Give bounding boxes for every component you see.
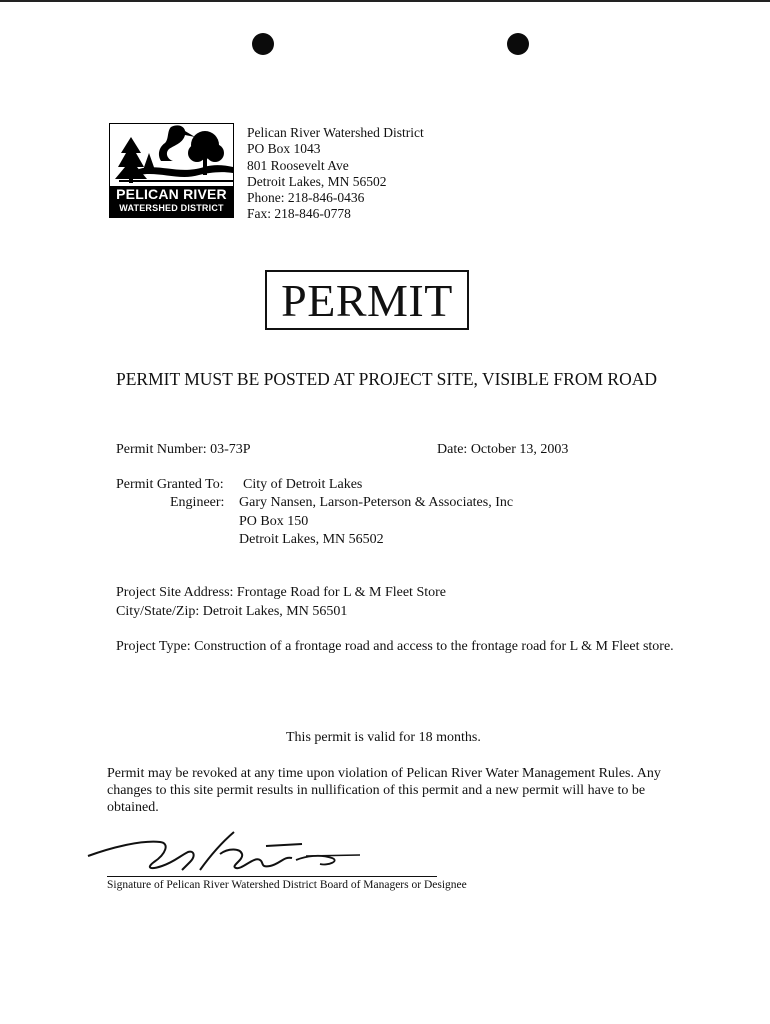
org-street: 801 Roosevelt Ave: [247, 157, 349, 173]
revocation-notice: Permit may be revoked at any time upon violation of Pelican River Water Management Rules. Any changes to this site permit results in nullification of this permit and a new permit will have to be obtained.: [107, 766, 661, 815]
org-po-box: PO Box 1043: [247, 141, 321, 157]
punch-hole-right: [507, 33, 529, 55]
permit-title-box: [265, 270, 469, 330]
permit-date: Date: October 13, 2003: [437, 442, 569, 457]
project-city-state-zip: City/State/Zip: Detroit Lakes, MN 56501: [116, 604, 348, 619]
project-site-address: Project Site Address: Frontage Road for L & M Fleet Store: [116, 585, 446, 600]
signature-label: Signature of Pelican River Watershed District Board of Managers or Designee: [107, 879, 467, 891]
project-type: Project Type: Construction of a frontage road and access to the frontage road for L & M Fleet store.: [116, 639, 674, 654]
logo-text-band: [109, 186, 234, 218]
org-phone: Phone: 218-846-0436: [247, 190, 365, 206]
org-city-state-zip: Detroit Lakes, MN 56502: [247, 173, 387, 189]
logo-name: PELICAN RIVER: [116, 186, 227, 202]
engineer-po-box: PO Box 150: [239, 514, 309, 529]
engineer-value: Gary Nansen, Larson-Peterson & Associates, Inc: [239, 495, 514, 510]
handwritten-signature: [70, 826, 390, 886]
permit-number: Permit Number: 03-73P: [116, 442, 251, 457]
validity-statement: This permit is valid for 18 months.: [286, 730, 481, 745]
engineer-label: Engineer:: [170, 495, 225, 510]
logo-subtitle: WATERSHED DISTRICT: [119, 203, 224, 213]
pelican-landscape-icon: [109, 123, 234, 187]
org-fax: Fax: 218-846-0778: [247, 206, 351, 222]
granted-to-value: City of Detroit Lakes: [243, 477, 363, 492]
signature-line: [107, 876, 437, 877]
engineer-city-state-zip: Detroit Lakes, MN 56502: [239, 532, 384, 547]
org-name: Pelican River Watershed District: [247, 125, 424, 140]
page-top-edge: [0, 0, 770, 2]
posting-notice: PERMIT MUST BE POSTED AT PROJECT SITE, VISIBLE FROM ROAD: [116, 369, 657, 389]
granted-to-label: Permit Granted To:: [116, 477, 224, 492]
punch-hole-left: [252, 33, 274, 55]
district-address-block: [247, 125, 424, 223]
permit-title: PERMIT: [281, 275, 453, 326]
pelican-river-logo: [109, 123, 234, 218]
